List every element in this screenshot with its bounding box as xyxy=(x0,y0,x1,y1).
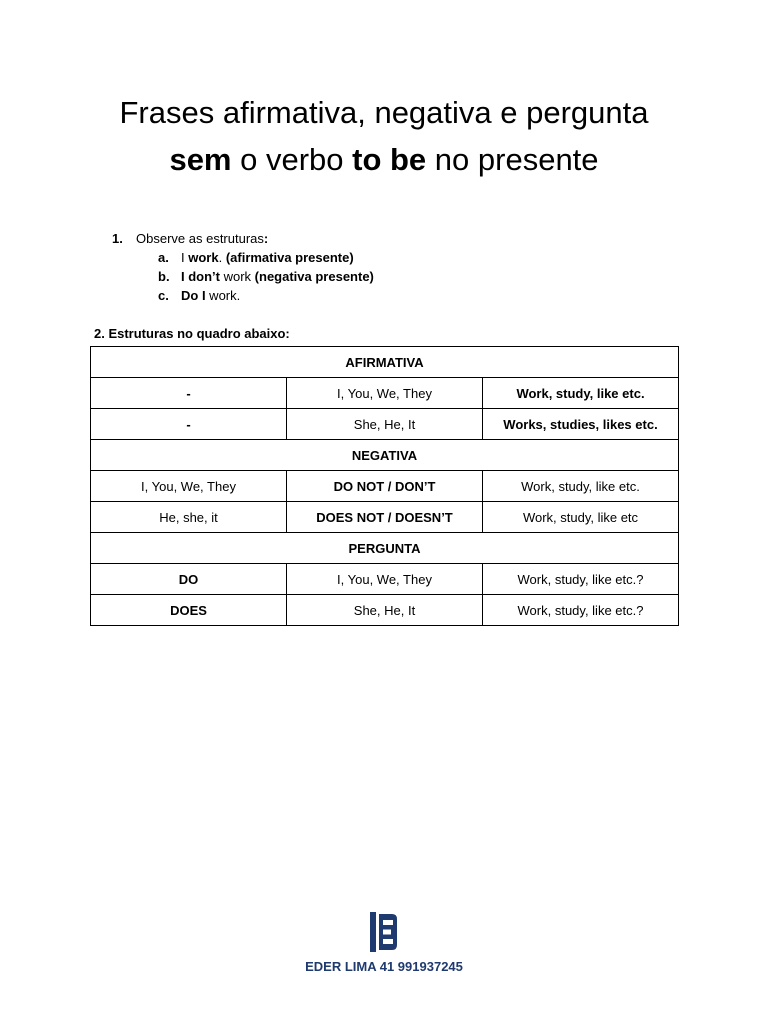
table-cell: DOES NOT / DOESN’T xyxy=(287,502,483,533)
footer-contact-text: EDER LIMA 41 991937245 xyxy=(305,959,463,974)
subitem-a-verb: work xyxy=(188,250,219,265)
exercise-instruction xyxy=(136,229,268,248)
table-section-header-negativa xyxy=(91,440,679,471)
table-cell: She, He, It xyxy=(287,595,483,626)
exercise-subitem-c xyxy=(112,286,374,305)
subitem-letter: c. xyxy=(158,288,169,303)
subitem-text xyxy=(181,286,240,305)
table-cell: DO NOT / DON’T xyxy=(287,471,483,502)
footer xyxy=(0,912,768,974)
exercise-instruction-colon: : xyxy=(263,231,269,246)
table-section-header-afirmativa xyxy=(91,347,679,378)
table-cell: DO xyxy=(91,564,287,595)
subitem-text xyxy=(181,248,354,267)
exercise-number: 1. xyxy=(112,231,123,246)
section-2-heading: 2. Estruturas no quadro abaixo: xyxy=(94,326,290,341)
table-cell: I, You, We, They xyxy=(287,378,483,409)
subitem-c-auxiliary: Do I xyxy=(181,288,206,303)
table-row xyxy=(91,595,679,626)
table-cell: Work, study, like etc xyxy=(483,502,679,533)
table-row xyxy=(91,409,679,440)
subitem-b-note: (negativa presente) xyxy=(254,269,374,284)
subitem-b-verb: work xyxy=(220,269,255,284)
table-cell: She, He, It xyxy=(287,409,483,440)
title-emphasis-sem: sem xyxy=(169,142,232,177)
page-title-line-2 xyxy=(0,142,768,178)
subitem-letter: a. xyxy=(158,250,169,265)
subitem-letter: b. xyxy=(158,269,170,284)
table-row xyxy=(91,471,679,502)
title-emphasis-to-be: to be xyxy=(352,142,427,177)
exercise-instruction-text: Observe as estruturas xyxy=(136,231,264,246)
subitem-c-verb: work. xyxy=(205,288,241,303)
subitem-a-period: . xyxy=(218,250,226,265)
table-cell: Work, study, like etc.? xyxy=(483,595,679,626)
section-header-cell: AFIRMATIVA xyxy=(91,347,679,378)
structures-table xyxy=(90,346,679,626)
table-row xyxy=(91,564,679,595)
table-row xyxy=(91,502,679,533)
exercise-subitem-b xyxy=(112,267,374,286)
table-cell: - xyxy=(91,378,287,409)
exercise-item-1 xyxy=(112,229,374,248)
table-cell: - xyxy=(91,409,287,440)
section-header-cell: PERGUNTA xyxy=(91,533,679,564)
subitem-a-pronoun: I xyxy=(181,250,189,265)
exercise-subitem-a xyxy=(112,248,374,267)
subitem-b-auxiliary: I don’t xyxy=(181,269,220,284)
table-section-header-pergunta xyxy=(91,533,679,564)
subitem-a-note: (afirmativa presente) xyxy=(225,250,354,265)
table-cell: Work, study, like etc. xyxy=(483,378,679,409)
eder-lima-logo-icon xyxy=(370,912,398,952)
table-cell: DOES xyxy=(91,595,287,626)
table-cell: Work, study, like etc. xyxy=(483,471,679,502)
table-cell: I, You, We, They xyxy=(287,564,483,595)
exercise-list xyxy=(112,229,374,305)
page-title-line-1: Frases afirmativa, negativa e pergunta xyxy=(119,95,649,130)
table-row xyxy=(91,378,679,409)
table-cell: Works, studies, likes etc. xyxy=(483,409,679,440)
table-cell: He, she, it xyxy=(91,502,287,533)
title-text-no-presente: no presente xyxy=(426,142,599,177)
subitem-text xyxy=(181,267,374,286)
table-cell: Work, study, like etc.? xyxy=(483,564,679,595)
table-cell: I, You, We, They xyxy=(91,471,287,502)
title-text-o-verbo: o verbo xyxy=(231,142,353,177)
section-header-cell: NEGATIVA xyxy=(91,440,679,471)
